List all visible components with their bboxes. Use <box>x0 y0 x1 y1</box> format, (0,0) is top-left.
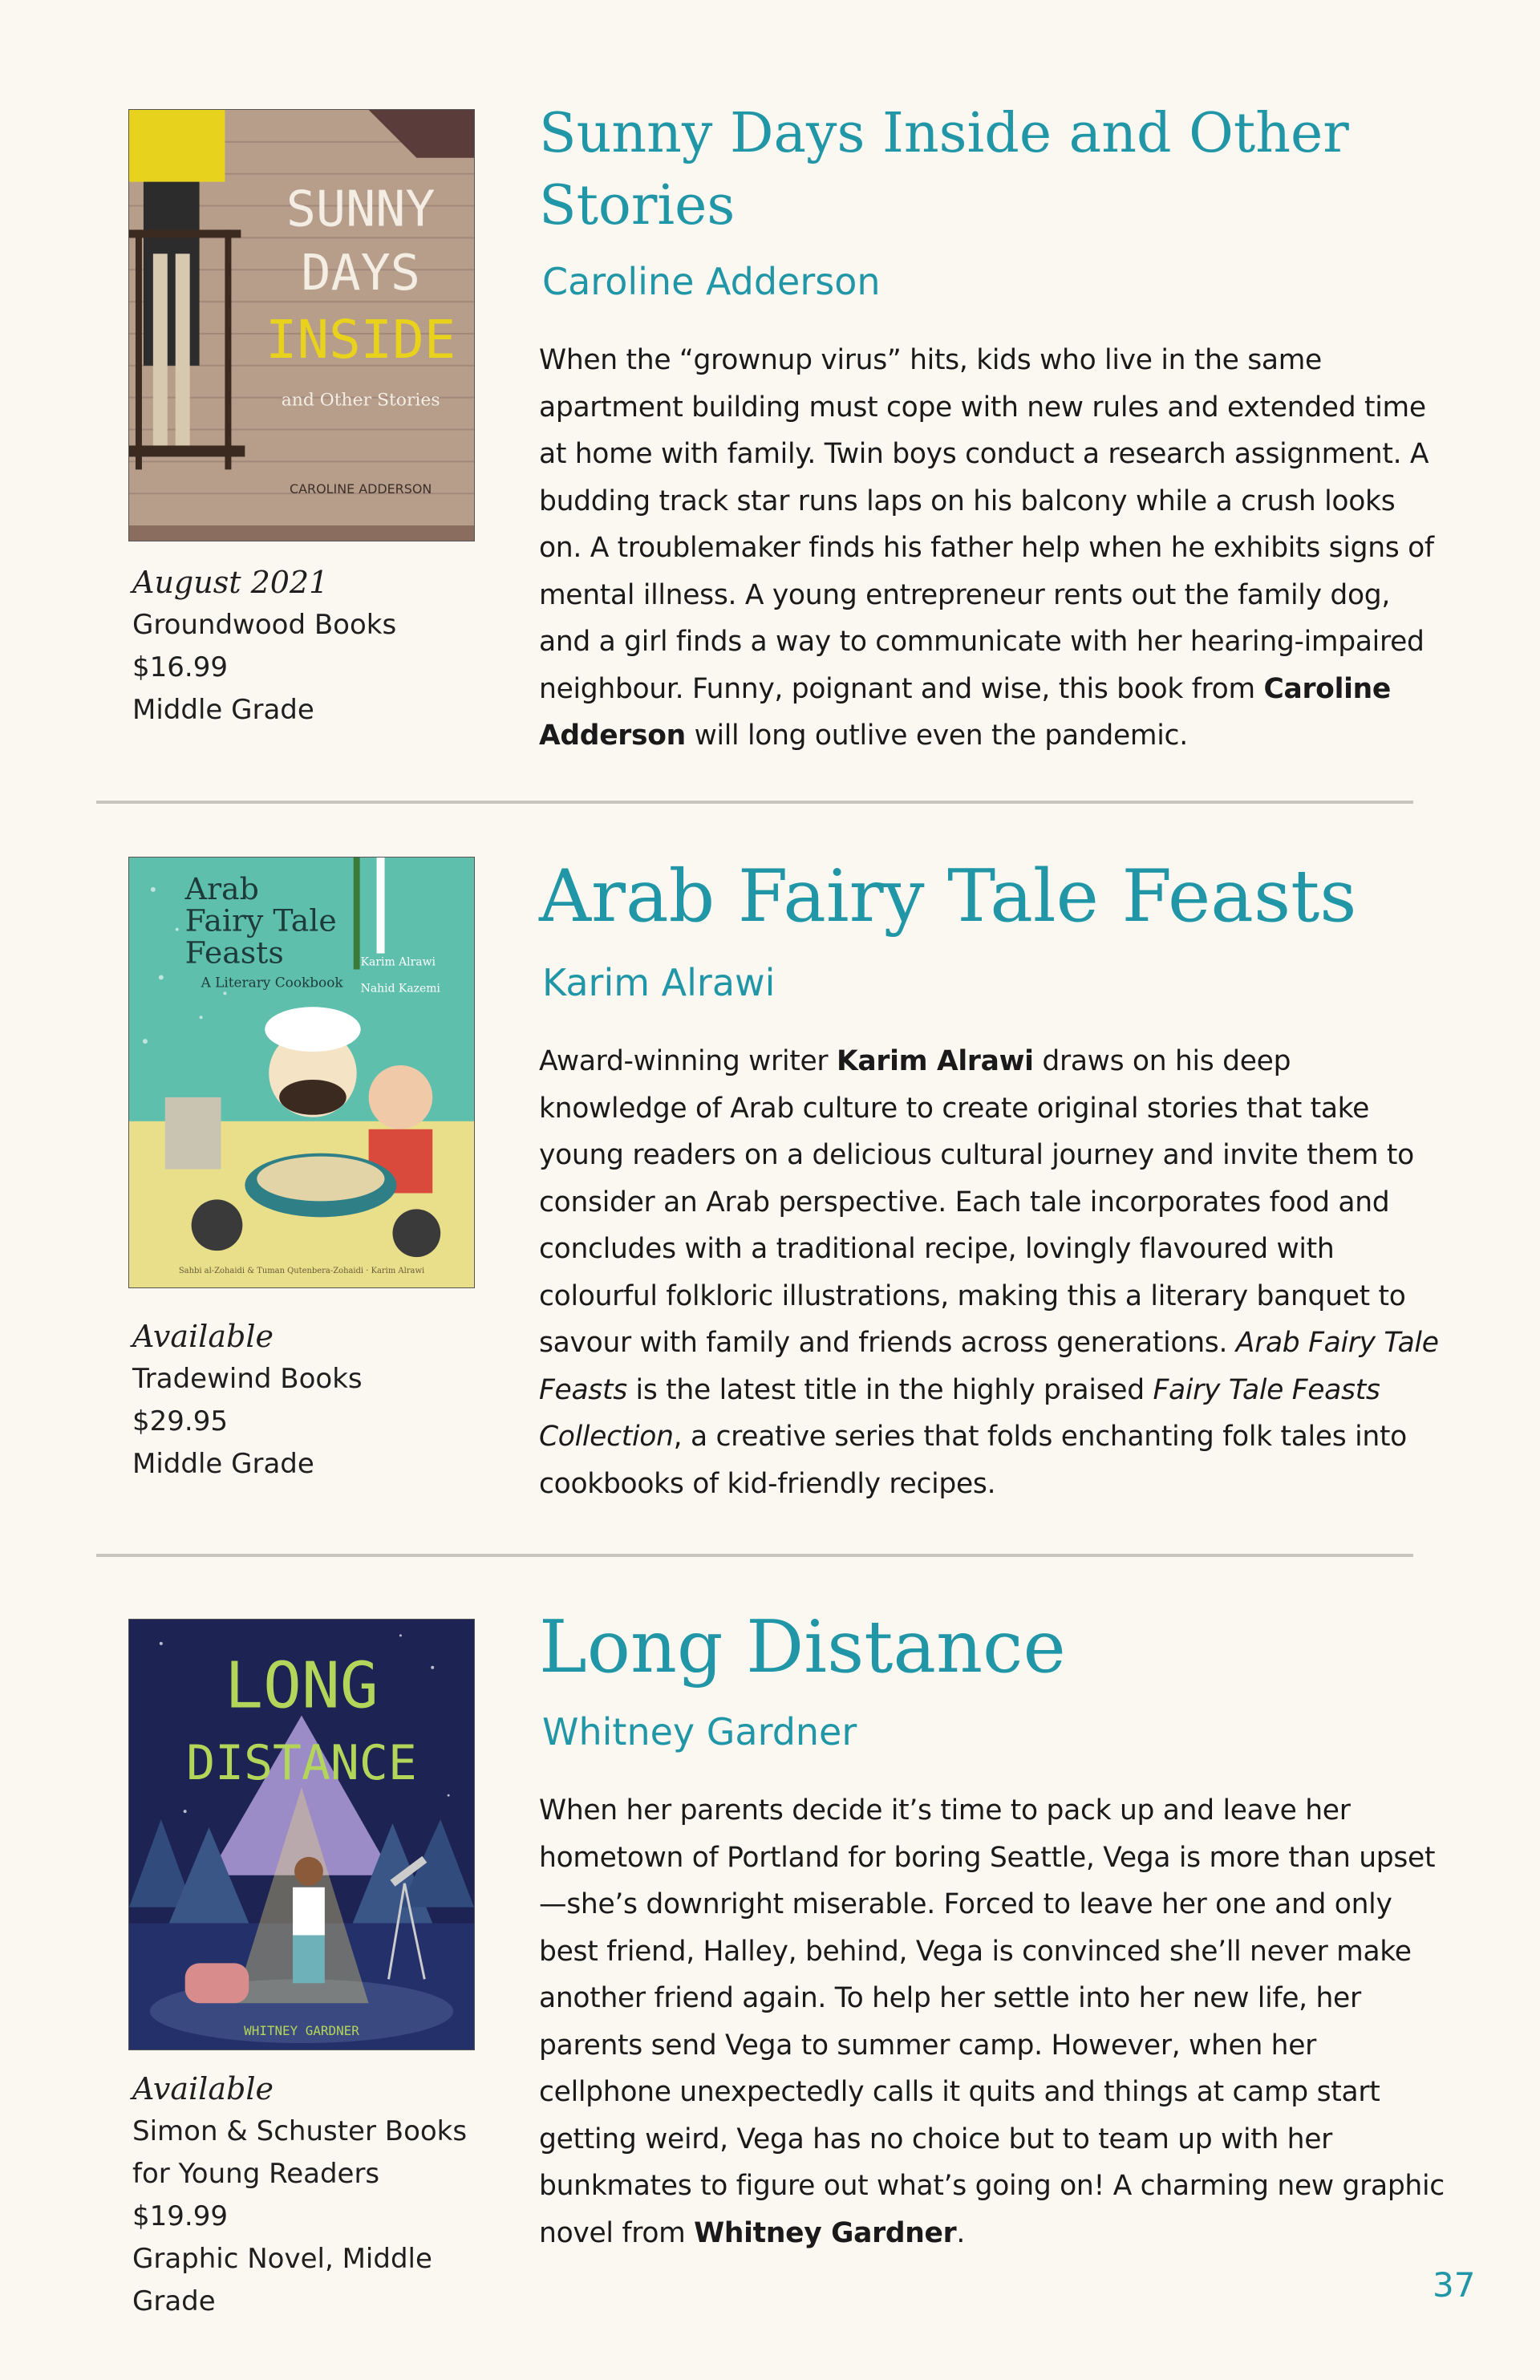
category: Middle Grade <box>132 694 314 726</box>
book-description: When her parents decide it’s time to pack up and leave her hometown of Portland for boring Seattle, Vega is more than upset—she’s downright miserable. Forced to leave her one and only best friend, Halley, behind, Vega is convinced she’ll never make another friend again. To help her settle into her new life, her parents send Vega to summer camp. However, when her cellphone unexpectedly calls it quits and things at camp start getting weird, Vega has no choice but to team up with her bunkmates to figure out what’s going on! A charming new graphic novel from Whitney Gardner. <box>539 1794 1445 2249</box>
book-title: Sunny Days Inside and Other Stories <box>539 102 1349 237</box>
release-date: Available <box>132 1319 274 1354</box>
series-italic: Fairy Tale Feasts Collection <box>539 1373 1380 1453</box>
publisher: Groundwood Books <box>132 609 397 641</box>
author-highlight: Karim Alrawi <box>836 1045 1034 1077</box>
publisher-line-2: for Young Readers <box>132 2158 380 2190</box>
book-author: Caroline Adderson <box>542 260 881 303</box>
category: Middle Grade <box>132 1448 314 1480</box>
book-description: Award-winning writer Karim Alrawi draws on his deep knowledge of Arab culture to create original stories that take young readers on a delicious cultural journey and invite them to consider an Arab perspective. Each tale incorporates food and concludes with a traditional recipe, lovingly flavoured with colourful folkloric illustrations, making this a literary banquet to savour with family and friends across generations. Arab Fairy Tale Feasts is the latest title in the highly praised Fairy Tale Feasts Collection, a creative series that folds enchanting folk tales into cookbooks of kid-friendly recipes. <box>539 1045 1439 1500</box>
book-author: Whitney Gardner <box>542 1710 857 1754</box>
author-highlight: Whitney Gardner <box>694 2216 957 2249</box>
release-date: Available <box>132 2071 274 2106</box>
cover-author: Karim Alrawi <box>360 955 436 969</box>
cover-subtitle: and Other Stories <box>281 390 440 411</box>
cover-author: WHITNEY GARDNER <box>244 2023 359 2039</box>
author-highlight: Caroline Adderson <box>539 672 1391 752</box>
price: $16.99 <box>132 651 228 683</box>
book-author: Karim Alrawi <box>542 961 776 1004</box>
title-italic: Arab Fairy Tale Feasts <box>539 1327 1439 1406</box>
cover-title-line: Feasts <box>184 935 284 971</box>
cover-title-line: DAYS <box>301 244 420 302</box>
publisher: Tradewind Books <box>132 1363 363 1395</box>
publisher: Simon & Schuster Books <box>132 2115 468 2147</box>
book-cover-long-distance[interactable] <box>128 1619 475 2050</box>
category: Graphic Novel, Middle Grade <box>132 2243 432 2317</box>
section-divider <box>96 1554 1413 1557</box>
book-cover-sunny-days[interactable] <box>128 109 475 541</box>
book-title: Long Distance <box>539 1605 1066 1689</box>
cover-title-line: SUNNY <box>286 180 436 238</box>
book-description: When the “grownup virus” hits, kids who live in the same apartment building must cope with new rules and extended time at home with family. Twin boys conduct a research assignment. A budding track star runs laps on his balcony while a crush looks on. A troublemaker finds his father help when he exhibits signs of mental illness. A young entrepreneur rents out the family dog, and a girl finds a way to communicate with her hearing-impaired neighbour. Funny, poignant and wise, this book from Caroline Adderson will long outlive even the pandemic. <box>539 344 1434 752</box>
cover-title-line: LONG <box>225 1648 379 1723</box>
book-meta <box>132 1316 509 1486</box>
cover-title-line: DISTANCE <box>186 1736 417 1792</box>
price: $19.99 <box>132 2200 228 2232</box>
price: $29.95 <box>132 1405 228 1437</box>
release-date: August 2021 <box>132 565 329 600</box>
section-divider <box>96 801 1413 804</box>
book-cover-arab-fairy-tale-feasts[interactable] <box>128 857 475 1288</box>
cover-author: CAROLINE ADDERSON <box>290 481 432 497</box>
cover-illustrator: Nahid Kazemi <box>360 982 440 995</box>
cover-subtitle: A Literary Cookbook <box>201 974 343 991</box>
book-meta <box>132 562 509 732</box>
book-meta <box>132 2068 509 2323</box>
cover-title-line: INSIDE <box>265 309 456 371</box>
cover-title-line: Arab <box>184 870 259 906</box>
cover-title-line: Fairy Tale <box>184 902 337 939</box>
page-number: 37 <box>1433 2265 1476 2305</box>
book-title: Arab Fairy Tale Feasts <box>539 854 1357 939</box>
cover-credits: Sahbi al-Zohaidi & Tuman Qutenbera-Zohaidi · Karim Alrawi <box>178 1267 425 1276</box>
